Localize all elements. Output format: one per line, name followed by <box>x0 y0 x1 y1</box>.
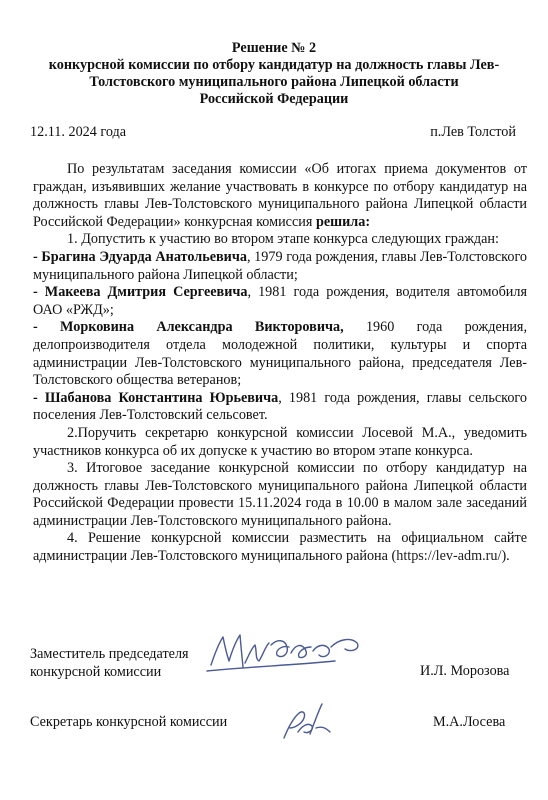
document-place: п.Лев Толстой <box>430 124 516 140</box>
document-date: 12.11. 2024 года <box>30 124 127 140</box>
intro-paragraph <box>33 161 527 231</box>
item-3: 3. Итоговое заседание конкурсной комиссии по отбору кандидатур на должность главы Лев-Толстовского муниципального района Липецкой области Российской Федерации провести 15.11.2024 года в 10.00 в малом зале заседаний администрации Лев-Толстовского муниципального района. <box>33 460 527 529</box>
candidate-desc: , 1981 года рождения, водителя автомобиля ОАО «РЖД»; <box>33 284 527 318</box>
candidate-name: - Макеева Дмитрия Сергеевича <box>33 284 248 301</box>
title-line-1: Решение № 2 <box>231 40 317 56</box>
intro-text: По результатам заседания комиссии «Об итогах приема документов от граждан, изъявивших желание участвовать в конкурсе по отбору кандидатур на должность главы Лев-Толстовского муниципального района Липецкой области Российской Федерации» конкурсная комиссия <box>33 161 527 230</box>
title-line-3: Толстовского муниципального района Липецкой области <box>89 74 459 90</box>
title-line-2: конкурсной комиссии по отбору кандидатур на должность главы Лев- <box>48 57 500 73</box>
candidate-2 <box>33 284 527 319</box>
item-1: 1. Допустить к участию во втором этапе конкурса следующих граждан: <box>67 231 499 248</box>
candidate-desc: 1960 года рождения, делопроизводителя отдела молодежной политики, культуры и спорта администрации Лев-Толстовского муниципального района, председателя Лев-Толстовского общества ветеранов; <box>33 319 527 389</box>
candidate-desc: , 1981 года рождения, главы сельского поселения Лев-Толстовский сельсовет. <box>33 389 527 424</box>
candidate-4 <box>33 390 527 425</box>
item-4 <box>33 530 527 565</box>
deputy-title-line-1: Заместитель председателя <box>30 646 189 662</box>
document-title <box>20 40 528 108</box>
deputy-title-line-2: конкурсной комиссии <box>30 664 162 680</box>
document-body <box>33 161 527 566</box>
deputy-handwritten-signature <box>205 625 370 677</box>
candidate-name: - Шабанова Константина Юрьевича <box>33 389 279 406</box>
item-2: 2.Поручить секретарю конкурсной комиссии Лосевой М.А., уведомить участников конкурса об их допуске к участию во втором этапе конкурса. <box>33 424 527 459</box>
secretary-name: М.А.Лосева <box>433 714 506 730</box>
title-line-4: Российской Федерации <box>199 91 349 107</box>
candidate-1 <box>33 249 527 284</box>
candidate-3 <box>33 319 527 389</box>
candidate-name: - Морковина Александра Викторовича, <box>33 319 344 336</box>
website-link[interactable]: https://lev-adm.ru/ <box>396 548 502 565</box>
secretary-title: Секретарь конкурсной комиссии <box>30 714 228 730</box>
deputy-name: И.Л. Морозова <box>420 663 510 679</box>
secretary-handwritten-signature <box>276 698 336 744</box>
deputy-title <box>30 645 189 681</box>
item-4-text: 4. Решение конкурсной комиссии разместить на официальном сайте администрации Лев-Толстовского муниципального района ( <box>33 530 527 565</box>
item-4-tail: ). <box>501 548 510 565</box>
candidate-desc: , 1979 года рождения, главы Лев-Толстовского муниципального района Липецкой области; <box>33 248 527 283</box>
decision-word: решила: <box>315 213 371 230</box>
candidate-name: - Брагина Эдуарда Анатольевича <box>33 248 247 265</box>
